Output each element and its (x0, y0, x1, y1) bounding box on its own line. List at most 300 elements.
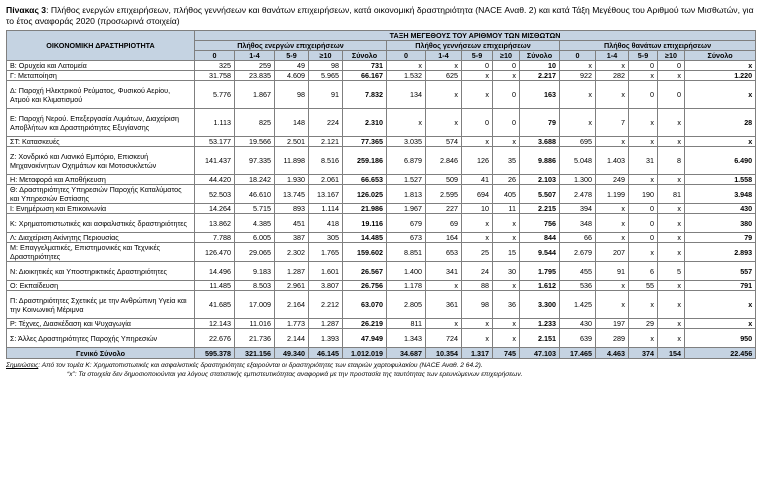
cell-deaths-1to4: 197 (596, 319, 629, 329)
note-text-1: : Από τον τομέα Κ: Χρηματοπιστωτικές και ασφαλιστικές δραστηριότητες εξαιρούνται οι δραστηριότητες των εταιριών χαρτοφυλακίου (NACE Αναθ. 2 64.2). (38, 362, 483, 369)
cell-active-1to4: 18.242 (235, 175, 275, 185)
table-number: Πίνακας 3 (6, 5, 47, 15)
cell-births-5to9: 88 (462, 281, 493, 291)
cell-active-0: 14.496 (195, 262, 235, 281)
activity-label: Ε: Παροχή Νερού. Επεξεργασία Λυμάτων, Διαχείριση Αποβλήτων και Δραστηριότητες Εξυγίανσης (7, 109, 195, 137)
cell-births-1to4: 724 (426, 329, 462, 348)
cell-births-0: 2.805 (387, 291, 426, 319)
activity-label: Λ: Διαχείριση Ακίνητης Περιουσίας (7, 233, 195, 243)
table-row (7, 109, 756, 137)
cell-active-0: 44.420 (195, 175, 235, 185)
cell-active-ge10: 8.516 (309, 147, 343, 175)
cell-active-1to4: 321.156 (235, 348, 275, 359)
cell-births-1to4: 361 (426, 291, 462, 319)
cell-births-ge10: 405 (493, 185, 520, 204)
cell-deaths-1to4: 91 (596, 262, 629, 281)
cell-deaths-1to4: x (596, 281, 629, 291)
col-header-active-1: 1-4 (235, 51, 275, 61)
cell-births-ge10: 36 (493, 291, 520, 319)
cell-births-Σύνολο: 1.233 (520, 319, 560, 329)
activity-label: ΣΤ: Κατασκευές (7, 137, 195, 147)
cell-births-ge10: 11 (493, 204, 520, 214)
cell-births-0: 6.879 (387, 147, 426, 175)
cell-births-0: x (387, 61, 426, 71)
cell-deaths-0: 922 (560, 71, 596, 81)
cell-deaths-5to9: 6 (629, 262, 658, 281)
cell-deaths-1to4: x (596, 61, 629, 71)
cell-births-Σύνολο: 163 (520, 81, 560, 109)
col-header-deaths-3: ≥10 (658, 51, 685, 61)
cell-active-0: 126.470 (195, 243, 235, 262)
cell-active-ge10: 46.145 (309, 348, 343, 359)
cell-births-Σύνολο: 3.688 (520, 137, 560, 147)
cell-active-1to4: 5.715 (235, 204, 275, 214)
data-table (6, 30, 756, 359)
total-label: Γενικό Σύνολο (7, 348, 195, 359)
cell-births-0: 679 (387, 214, 426, 233)
header-activity: ΟΙΚΟΝΟΜΙΚΗ ΔΡΑΣΤΗΡΙΟΤΗΤΑ (7, 31, 195, 61)
cell-births-Σύνολο: 2.103 (520, 175, 560, 185)
cell-active-Σύνολο: 731 (343, 61, 387, 71)
col-header-deaths-1: 1-4 (596, 51, 629, 61)
cell-active-0: 53.177 (195, 137, 235, 147)
cell-deaths-ge10: x (658, 137, 685, 147)
table-total-row (7, 348, 756, 359)
cell-deaths-0: 695 (560, 137, 596, 147)
cell-active-Σύνολο: 14.485 (343, 233, 387, 243)
cell-deaths-ge10: x (658, 109, 685, 137)
cell-births-Σύνολο: 2.215 (520, 204, 560, 214)
cell-births-Σύνολο: 9.544 (520, 243, 560, 262)
cell-births-0: 673 (387, 233, 426, 243)
activity-label: Π: Δραστηριότητες Σχετικές με την Ανθρώπινη Υγεία και την Κοινωνική Μέριμνα (7, 291, 195, 319)
cell-deaths-5to9: x (629, 109, 658, 137)
cell-births-1to4: 164 (426, 233, 462, 243)
cell-active-ge10: 1.287 (309, 319, 343, 329)
cell-births-0: 1.400 (387, 262, 426, 281)
cell-deaths-1to4: x (596, 214, 629, 233)
cell-deaths-5to9: x (629, 71, 658, 81)
cell-births-5to9: 1.317 (462, 348, 493, 359)
activity-label: Ζ: Χονδρικό και Λιανικό Εμπόριο, Επισκευή Μηχανοκίνητων Οχημάτων και Μοτοσυκλετών (7, 147, 195, 175)
col-header-active-3: ≥10 (309, 51, 343, 61)
cell-active-Σύνολο: 21.986 (343, 204, 387, 214)
activity-label: Ν: Διοικητικές και Υποστηρικτικές Δραστηριότητες (7, 262, 195, 281)
cell-births-1to4: 2.595 (426, 185, 462, 204)
cell-births-Σύνολο: 756 (520, 214, 560, 233)
cell-active-ge10: 1.765 (309, 243, 343, 262)
cell-deaths-5to9: x (629, 243, 658, 262)
cell-active-0: 12.143 (195, 319, 235, 329)
cell-deaths-0: 1.300 (560, 175, 596, 185)
cell-active-5to9: 2.164 (275, 291, 309, 319)
cell-active-0: 52.503 (195, 185, 235, 204)
cell-deaths-Σύνολο: x (685, 291, 756, 319)
cell-deaths-1to4: x (596, 291, 629, 319)
cell-births-Σύνολο: 844 (520, 233, 560, 243)
cell-deaths-5to9: x (629, 329, 658, 348)
cell-active-Σύνολο: 47.949 (343, 329, 387, 348)
cell-active-0: 22.676 (195, 329, 235, 348)
cell-active-Σύνολο: 77.365 (343, 137, 387, 147)
cell-births-ge10: x (493, 233, 520, 243)
cell-active-5to9: 2.961 (275, 281, 309, 291)
cell-births-ge10: x (493, 137, 520, 147)
table-row (7, 175, 756, 185)
cell-deaths-5to9: x (629, 175, 658, 185)
cell-active-1to4: 9.183 (235, 262, 275, 281)
cell-deaths-1to4: 1.403 (596, 147, 629, 175)
cell-births-Σύνολο: 1.612 (520, 281, 560, 291)
cell-deaths-5to9: 31 (629, 147, 658, 175)
col-header-births-0: 0 (387, 51, 426, 61)
cell-births-5to9: x (462, 233, 493, 243)
cell-births-1to4: x (426, 319, 462, 329)
cell-births-5to9: 0 (462, 61, 493, 71)
cell-deaths-ge10: x (658, 214, 685, 233)
cell-active-5to9: 2.302 (275, 243, 309, 262)
cell-deaths-ge10: x (658, 291, 685, 319)
cell-active-Σύνολο: 63.070 (343, 291, 387, 319)
cell-deaths-0: 639 (560, 329, 596, 348)
note-line-2: “x”: Τα στοιχεία δεν δημοσιοποιούνται για λόγους στατιστικής εμπιστευτικότητας αναφορικά με την προστασία της ταυτότητας των ερευνώμενων επιχειρήσεων. (67, 370, 523, 378)
cell-births-1to4: 509 (426, 175, 462, 185)
cell-active-1to4: 17.009 (235, 291, 275, 319)
cell-births-5to9: x (462, 81, 493, 109)
header-group-births: Πλήθος γεννήσεων επιχειρήσεων (387, 41, 560, 51)
cell-active-0: 5.776 (195, 81, 235, 109)
col-header-births-2: 5-9 (462, 51, 493, 61)
activity-label: Ι: Ενημέρωση και Επικοινωνία (7, 204, 195, 214)
header-group-deaths: Πλήθος θανάτων επιχειρήσεων (560, 41, 756, 51)
cell-deaths-ge10: 5 (658, 262, 685, 281)
cell-deaths-0: 66 (560, 233, 596, 243)
activity-label: Κ: Χρηματοπιστωτικές και ασφαλιστικές δραστηριότητες (7, 214, 195, 233)
cell-active-0: 595.378 (195, 348, 235, 359)
cell-deaths-Σύνολο: 6.490 (685, 147, 756, 175)
cell-deaths-0: 2.679 (560, 243, 596, 262)
cell-deaths-Σύνολο: 430 (685, 204, 756, 214)
cell-active-Σύνολο: 26.219 (343, 319, 387, 329)
cell-active-ge10: 1.393 (309, 329, 343, 348)
table-row (7, 61, 756, 71)
cell-births-Σύνολο: 9.886 (520, 147, 560, 175)
cell-deaths-Σύνολο: 791 (685, 281, 756, 291)
cell-deaths-ge10: x (658, 204, 685, 214)
header-size-class: ΤΑΞΗ ΜΕΓΕΘΟΥΣ ΤΟΥ ΑΡΙΘΜΟΥ ΤΩΝ ΜΙΣΘΩΤΩΝ (195, 31, 756, 41)
cell-active-5to9: 451 (275, 214, 309, 233)
cell-births-5to9: x (462, 214, 493, 233)
cell-active-5to9: 387 (275, 233, 309, 243)
cell-births-1to4: x (426, 281, 462, 291)
cell-active-Σύνολο: 66.167 (343, 71, 387, 81)
cell-active-5to9: 13.745 (275, 185, 309, 204)
table-row (7, 262, 756, 281)
cell-active-Σύνολο: 26.567 (343, 262, 387, 281)
cell-births-0: 8.851 (387, 243, 426, 262)
cell-deaths-ge10: 81 (658, 185, 685, 204)
cell-active-0: 14.264 (195, 204, 235, 214)
table-row (7, 185, 756, 204)
notes-label: Σημειώσεις (6, 362, 39, 369)
cell-deaths-5to9: 374 (629, 348, 658, 359)
activity-label: Θ: Δραστηριότητες Υπηρεσιών Παροχής Καταλύματος και Υπηρεσιών Εστίασης (7, 185, 195, 204)
cell-active-5to9: 1.287 (275, 262, 309, 281)
cell-deaths-0: 394 (560, 204, 596, 214)
table-row (7, 243, 756, 262)
cell-deaths-Σύνολο: 950 (685, 329, 756, 348)
cell-deaths-ge10: x (658, 281, 685, 291)
cell-deaths-ge10: x (658, 243, 685, 262)
cell-deaths-5to9: 0 (629, 214, 658, 233)
cell-births-0: x (387, 109, 426, 137)
cell-births-5to9: x (462, 71, 493, 81)
cell-deaths-1to4: x (596, 137, 629, 147)
table-title (6, 5, 755, 27)
cell-deaths-5to9: x (629, 137, 658, 147)
cell-births-0: 134 (387, 81, 426, 109)
cell-active-5to9: 893 (275, 204, 309, 214)
cell-births-Σύνολο: 3.300 (520, 291, 560, 319)
cell-active-5to9: 148 (275, 109, 309, 137)
cell-deaths-ge10: 0 (658, 81, 685, 109)
cell-active-5to9: 1.773 (275, 319, 309, 329)
cell-deaths-ge10: x (658, 329, 685, 348)
cell-deaths-ge10: x (658, 319, 685, 329)
cell-deaths-Σύνολο: 28 (685, 109, 756, 137)
cell-births-Σύνολο: 2.151 (520, 329, 560, 348)
cell-active-Σύνολο: 66.653 (343, 175, 387, 185)
table-row (7, 81, 756, 109)
cell-births-0: 3.035 (387, 137, 426, 147)
table-row (7, 291, 756, 319)
cell-active-ge10: 98 (309, 61, 343, 71)
cell-deaths-Σύνολο: 1.220 (685, 71, 756, 81)
cell-births-0: 1.967 (387, 204, 426, 214)
cell-deaths-0: 17.465 (560, 348, 596, 359)
cell-deaths-5to9: 0 (629, 81, 658, 109)
cell-births-ge10: 0 (493, 109, 520, 137)
cell-active-Σύνολο: 19.116 (343, 214, 387, 233)
cell-active-ge10: 2.121 (309, 137, 343, 147)
notes (6, 362, 755, 379)
cell-active-0: 325 (195, 61, 235, 71)
cell-births-Σύνολο: 2.217 (520, 71, 560, 81)
cell-deaths-ge10: 0 (658, 61, 685, 71)
cell-births-5to9: x (462, 137, 493, 147)
cell-deaths-0: 5.048 (560, 147, 596, 175)
cell-deaths-0: 455 (560, 262, 596, 281)
table-row (7, 319, 756, 329)
cell-active-0: 141.437 (195, 147, 235, 175)
cell-deaths-1to4: 1.199 (596, 185, 629, 204)
cell-deaths-Σύνολο: 22.456 (685, 348, 756, 359)
cell-active-Σύνολο: 26.756 (343, 281, 387, 291)
cell-deaths-Σύνολο: 380 (685, 214, 756, 233)
cell-births-1to4: x (426, 61, 462, 71)
cell-deaths-Σύνολο: x (685, 61, 756, 71)
col-header-active-0: 0 (195, 51, 235, 61)
cell-births-ge10: 0 (493, 61, 520, 71)
cell-deaths-0: 430 (560, 319, 596, 329)
activity-label: Δ: Παροχή Ηλεκτρικού Ρεύματος, Φυσικού Αερίου, Ατμού και Κλιματισμού (7, 81, 195, 109)
cell-active-5to9: 49.340 (275, 348, 309, 359)
cell-births-ge10: 15 (493, 243, 520, 262)
table-row (7, 281, 756, 291)
cell-active-ge10: 418 (309, 214, 343, 233)
cell-births-0: 1.527 (387, 175, 426, 185)
cell-deaths-Σύνολο: 3.948 (685, 185, 756, 204)
cell-active-ge10: 2.061 (309, 175, 343, 185)
cell-births-ge10: 30 (493, 262, 520, 281)
table-row (7, 233, 756, 243)
cell-active-1to4: 4.385 (235, 214, 275, 233)
cell-births-Σύνολο: 10 (520, 61, 560, 71)
cell-deaths-5to9: 190 (629, 185, 658, 204)
cell-births-0: 34.687 (387, 348, 426, 359)
cell-active-5to9: 98 (275, 81, 309, 109)
cell-active-5to9: 2.501 (275, 137, 309, 147)
cell-births-1to4: 227 (426, 204, 462, 214)
cell-deaths-5to9: x (629, 291, 658, 319)
cell-deaths-1to4: 282 (596, 71, 629, 81)
cell-births-0: 1.532 (387, 71, 426, 81)
cell-deaths-Σύνολο: 557 (685, 262, 756, 281)
cell-active-Σύνολο: 1.012.019 (343, 348, 387, 359)
table-row (7, 204, 756, 214)
cell-deaths-Σύνολο: x (685, 319, 756, 329)
cell-active-ge10: 224 (309, 109, 343, 137)
cell-active-Σύνολο: 7.832 (343, 81, 387, 109)
cell-active-1to4: 19.566 (235, 137, 275, 147)
table-row (7, 147, 756, 175)
col-header-active-2: 5-9 (275, 51, 309, 61)
cell-active-0: 31.758 (195, 71, 235, 81)
cell-births-5to9: 0 (462, 109, 493, 137)
cell-active-ge10: 3.807 (309, 281, 343, 291)
table-caption: : Πλήθος ενεργών επιχειρήσεων, πλήθος γεννήσεων και θανάτων επιχειρήσεων, κατά οικονομική δραστηριότητα (NACE Αναθ. 2) και κατά Τάξη Μεγέθους του Αριθμού των Μισθωτών, για το έτος αναφοράς 2020 (προσωρινά στοιχεία) (6, 5, 754, 26)
cell-births-1to4: 341 (426, 262, 462, 281)
cell-births-1to4: 625 (426, 71, 462, 81)
cell-births-ge10: 0 (493, 81, 520, 109)
cell-deaths-0: x (560, 81, 596, 109)
cell-active-ge10: 2.212 (309, 291, 343, 319)
cell-births-0: 1.178 (387, 281, 426, 291)
col-header-births-4: Σύνολο (520, 51, 560, 61)
note-line-1 (6, 362, 755, 371)
activity-label: Μ: Επαγγελματικές, Επιστημονικές και Τεχνικές Δραστηριότητες (7, 243, 195, 262)
cell-deaths-ge10: 154 (658, 348, 685, 359)
cell-active-1to4: 825 (235, 109, 275, 137)
cell-births-Σύνολο: 1.795 (520, 262, 560, 281)
col-header-deaths-4: Σύνολο (685, 51, 756, 61)
col-header-active-4: Σύνολο (343, 51, 387, 61)
activity-label: Β: Ορυχεία και Λατομεία (7, 61, 195, 71)
cell-births-ge10: 35 (493, 147, 520, 175)
cell-deaths-5to9: 0 (629, 204, 658, 214)
col-header-deaths-2: 5-9 (629, 51, 658, 61)
cell-births-ge10: x (493, 71, 520, 81)
activity-label: Ο: Εκπαίδευση (7, 281, 195, 291)
cell-deaths-5to9: 0 (629, 233, 658, 243)
cell-deaths-Σύνολο: x (685, 81, 756, 109)
cell-births-5to9: 41 (462, 175, 493, 185)
cell-deaths-0: 1.425 (560, 291, 596, 319)
cell-active-1to4: 23.835 (235, 71, 275, 81)
cell-active-1to4: 259 (235, 61, 275, 71)
cell-births-0: 1.813 (387, 185, 426, 204)
cell-active-0: 1.113 (195, 109, 235, 137)
cell-births-1to4: x (426, 81, 462, 109)
cell-births-5to9: 694 (462, 185, 493, 204)
cell-deaths-0: 536 (560, 281, 596, 291)
cell-active-1to4: 8.503 (235, 281, 275, 291)
cell-active-ge10: 1.601 (309, 262, 343, 281)
cell-births-ge10: 745 (493, 348, 520, 359)
cell-deaths-ge10: x (658, 71, 685, 81)
col-header-births-1: 1-4 (426, 51, 462, 61)
col-header-deaths-0: 0 (560, 51, 596, 61)
cell-active-5to9: 49 (275, 61, 309, 71)
cell-active-0: 13.862 (195, 214, 235, 233)
cell-deaths-ge10: 8 (658, 147, 685, 175)
cell-births-5to9: x (462, 319, 493, 329)
cell-deaths-Σύνολο: 79 (685, 233, 756, 243)
cell-births-Σύνολο: 79 (520, 109, 560, 137)
cell-active-1to4: 6.005 (235, 233, 275, 243)
cell-deaths-0: x (560, 61, 596, 71)
cell-deaths-Σύνολο: 1.558 (685, 175, 756, 185)
cell-births-ge10: 26 (493, 175, 520, 185)
cell-active-5to9: 11.898 (275, 147, 309, 175)
cell-deaths-1to4: 249 (596, 175, 629, 185)
cell-active-Σύνολο: 2.310 (343, 109, 387, 137)
cell-deaths-5to9: 55 (629, 281, 658, 291)
cell-births-ge10: x (493, 319, 520, 329)
cell-active-ge10: 305 (309, 233, 343, 243)
activity-label: Γ: Μεταποίηση (7, 71, 195, 81)
cell-active-Σύνολο: 126.025 (343, 185, 387, 204)
cell-births-ge10: x (493, 281, 520, 291)
cell-deaths-0: 2.478 (560, 185, 596, 204)
table-row (7, 329, 756, 348)
cell-births-0: 1.343 (387, 329, 426, 348)
cell-active-1to4: 46.610 (235, 185, 275, 204)
cell-deaths-1to4: x (596, 81, 629, 109)
cell-deaths-1to4: x (596, 204, 629, 214)
cell-deaths-5to9: 0 (629, 61, 658, 71)
cell-active-1to4: 21.736 (235, 329, 275, 348)
table-row (7, 137, 756, 147)
cell-deaths-5to9: 29 (629, 319, 658, 329)
table-row (7, 71, 756, 81)
cell-births-5to9: 25 (462, 243, 493, 262)
cell-active-1to4: 11.016 (235, 319, 275, 329)
cell-births-1to4: x (426, 109, 462, 137)
cell-active-1to4: 97.335 (235, 147, 275, 175)
header-group-active: Πλήθος ενεργών επιχειρήσεων (195, 41, 387, 51)
cell-active-0: 11.485 (195, 281, 235, 291)
cell-deaths-Σύνολο: x (685, 137, 756, 147)
cell-deaths-0: 348 (560, 214, 596, 233)
cell-births-ge10: x (493, 214, 520, 233)
cell-deaths-Σύνολο: 2.893 (685, 243, 756, 262)
cell-active-5to9: 4.609 (275, 71, 309, 81)
cell-births-ge10: x (493, 329, 520, 348)
cell-active-ge10: 13.167 (309, 185, 343, 204)
col-header-births-3: ≥10 (493, 51, 520, 61)
cell-births-5to9: x (462, 329, 493, 348)
